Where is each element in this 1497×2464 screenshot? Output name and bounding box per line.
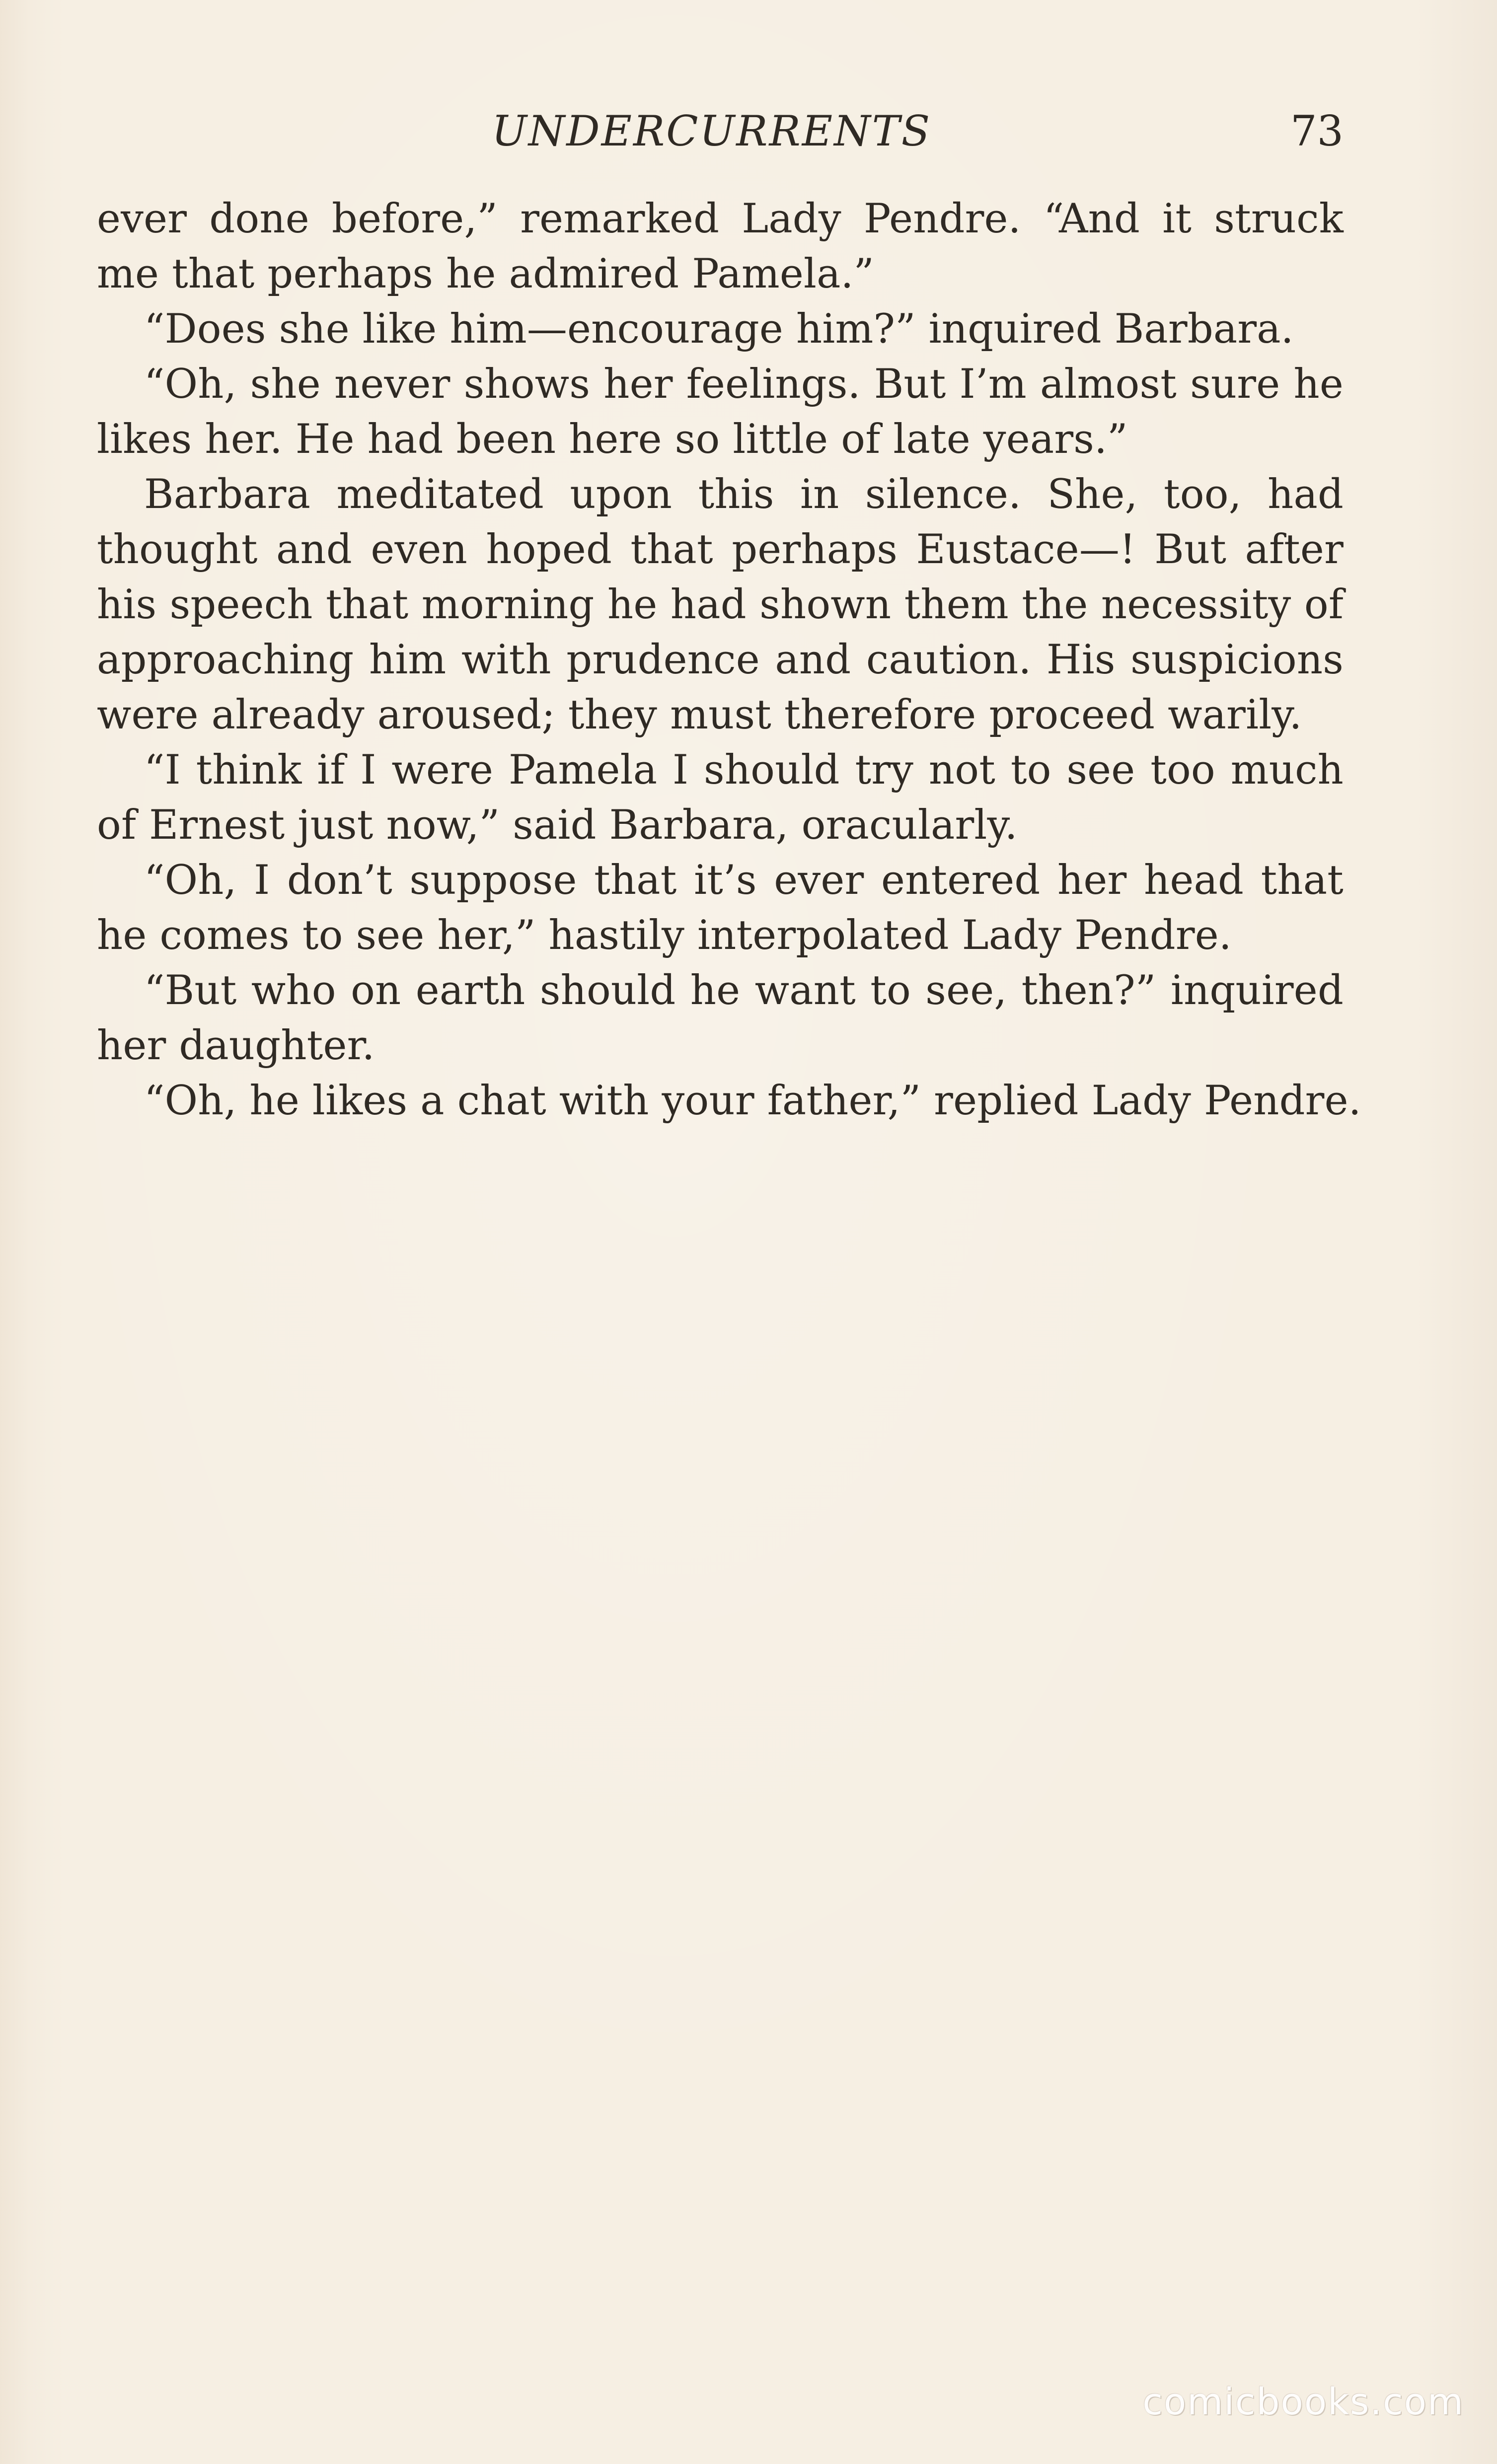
text-line: “Oh, he likes a chat with your father,” replied Lady Pendre.: [144, 1078, 1361, 1124]
text-line: “I think if I were Pamela I should try not to see too much: [144, 747, 1344, 794]
text-line: her daughter.: [97, 1022, 375, 1069]
page-header: [97, 102, 1344, 171]
text-line: me that perhaps he admired Pamela.”: [97, 251, 875, 297]
text-line: his speech that morning he had shown them the necessity of: [97, 581, 1344, 628]
body-text: [97, 192, 1361, 1129]
running-head: UNDERCURRENTS: [492, 107, 932, 155]
text-line: “Does she like him—encourage him?” inquired Barbara.: [144, 306, 1294, 353]
text-line: thought and even hoped that perhaps Eustace—! But after: [97, 526, 1344, 573]
text-line: “Oh, she never shows her feelings. But I’m almost sure he: [144, 361, 1344, 408]
text-line: Barbara meditated upon this in silence. She, too, had: [144, 471, 1344, 518]
text-line: “Oh, I don’t suppose that it’s ever entered her head that: [144, 857, 1344, 904]
text-line: likes her. He had been here so little of late years.”: [97, 416, 1128, 463]
text-line: “But who on earth should he want to see, then?” inquired: [144, 967, 1344, 1014]
watermark: comicbooks.com: [1142, 2381, 1464, 2423]
text-line: he comes to see her,” hastily interpolated Lady Pendre.: [97, 912, 1232, 959]
text-line: of Ernest just now,” said Barbara, oracularly.: [97, 802, 1018, 849]
page-number: 73: [1290, 107, 1344, 155]
text-line: approaching him with prudence and caution. His suspicions: [97, 637, 1344, 683]
text-line: were already aroused; they must therefore proceed warily.: [97, 692, 1302, 738]
text-line: ever done before,” remarked Lady Pendre. “And it struck: [97, 196, 1344, 242]
